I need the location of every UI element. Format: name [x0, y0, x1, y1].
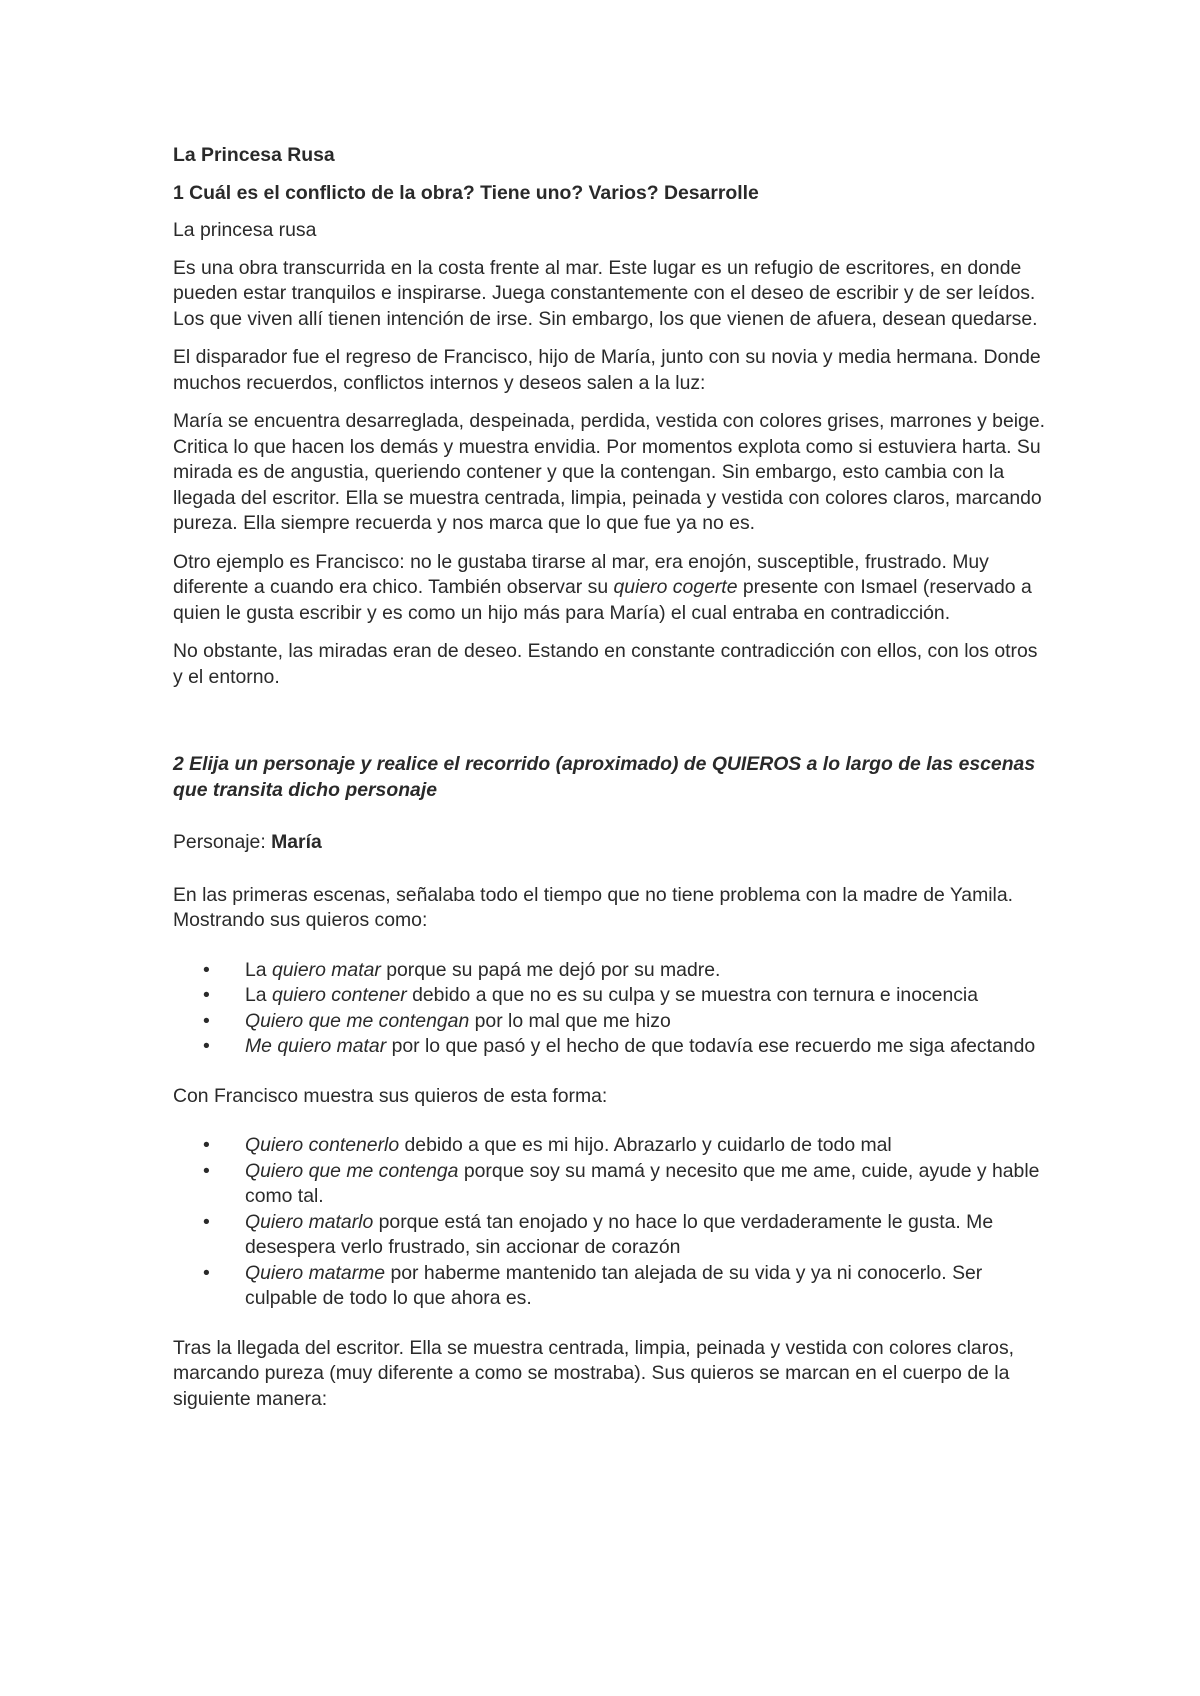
text-run: por lo mal que me hizo	[469, 1009, 671, 1032]
paragraph-final: Tras la llegada del escritor. Ella se muestra centrada, limpia, peinada y vestida con colores claros, marcando pureza (muy diferente a como se mostraba). Sus quieros se marcan en el cuerpo de la siguiente manera:	[173, 1336, 1015, 1410]
emphasis-text: quiero contener	[271, 984, 407, 1006]
emphasis-text: quiero cogerte	[613, 576, 738, 598]
emphasis-text: Quiero matarme	[245, 1261, 386, 1284]
list-item	[245, 1133, 1050, 1159]
paragraph-closing: No obstante, las miradas eran de deseo. Estando en constante contradicción con ellos, con los otros y el entorno.	[173, 640, 1038, 688]
text-run: Otro ejemplo es Francisco: no le gustaba tirarse al mar, era enojón, susceptible, frustrado. Muy diferente a cuando era chico. También observar su	[173, 550, 989, 598]
list-item	[245, 1210, 1050, 1261]
emphasis-text: Quiero que me contengan	[245, 1009, 470, 1032]
emphasis-text: Quiero contenerlo	[245, 1134, 400, 1156]
text-run: La	[245, 984, 272, 1006]
text-run: debido a que no es su culpa y se muestra con ternura e inocencia	[406, 984, 979, 1006]
list-item	[245, 958, 1050, 984]
text-run: porque soy su mamá y necesito que me ame, cuide, ayude y hable como tal.	[245, 1159, 1040, 1207]
text-run: presente con Ismael (reservado a quien le gusta escribir y es como un hijo más para María) el cual entraba en contradicción.	[173, 576, 1032, 624]
character-line	[173, 830, 1050, 856]
list-item	[245, 983, 1050, 1009]
paragraph-francisco-intro: Con Francisco muestra sus quieros de esta forma:	[173, 1084, 608, 1107]
list-item	[245, 1159, 1050, 1210]
text-run: porque está tan enojado y no hace lo que verdaderamente le gusta. Me desespera verlo frustrado, sin accionar de corazón	[245, 1210, 994, 1258]
text-run: debido a que es mi hijo. Abrazarlo y cuidarlo de todo mal	[399, 1134, 892, 1156]
character-label: Personaje:	[173, 831, 272, 853]
section-subtitle: La princesa rusa	[173, 219, 317, 241]
question-1-heading: 1 Cuál es el conflicto de la obra? Tiene uno? Varios? Desarrolle	[173, 181, 759, 204]
text-run: La	[245, 958, 272, 981]
document-title: La Princesa Rusa	[173, 144, 335, 166]
paragraph-francisco	[173, 550, 1050, 627]
emphasis-text: Me quiero matar	[245, 1035, 387, 1057]
paragraph-trigger: El disparador fue el regreso de Francisco, hijo de María, junto con su novia y media hermana. Donde muchos recuerdos, conflictos internos y deseos salen a la luz:	[173, 346, 1041, 394]
list-item	[245, 1261, 1050, 1312]
emphasis-text: Quiero que me contenga	[245, 1159, 459, 1182]
question-2-heading: 2 Elija un personaje y realice el recorrido (aproximado) de QUIEROS a lo largo de las escenas que transita dicho personaje	[173, 753, 1036, 801]
list-item	[245, 1009, 1050, 1035]
paragraph-intro: En las primeras escenas, señalaba todo el tiempo que no tiene problema con la madre de Yamila. Mostrando sus quieros como:	[173, 883, 1014, 931]
paragraph-maria: María se encuentra desarreglada, despeinada, perdida, vestida con colores grises, marrones y beige. Critica lo que hacen los demás y muestra envidia. Por momentos explota como si estuviera harta. Su mirada es de angustia, queriendo contener y que la contengan. Sin embargo, esto cambia con la llegada del escritor. Ella se muestra centrada, limpia, peinada y vestida con colores claros, marcando pureza. Ella siempre recuerda y nos marca que lo que fue ya no es.	[173, 410, 1046, 534]
list-item	[245, 1034, 1050, 1060]
quieros-list-francisco	[173, 1133, 1050, 1312]
quieros-list-yamila	[173, 958, 1050, 1060]
emphasis-text: Quiero matarlo	[245, 1210, 374, 1233]
text-run: por lo que pasó y el hecho de que todavía ese recuerdo me siga afectando	[386, 1035, 1036, 1057]
character-name: María	[271, 831, 322, 853]
emphasis-text: quiero matar	[271, 958, 381, 981]
paragraph-setting: Es una obra transcurrida en la costa frente al mar. Este lugar es un refugio de escritores, en donde pueden estar tranquilos e inspirarse. Juega constantemente con el deseo de escribir y de ser leídos. Los que viven allí tienen intención de irse. Sin embargo, los que vienen de afuera, desean quedarse.	[173, 256, 1038, 330]
text-run: porque su papá me dejó por su madre.	[380, 958, 721, 981]
text-run: por haberme mantenido tan alejada de su vida y ya ni conocerlo. Ser culpable de todo lo que ahora es.	[245, 1261, 983, 1309]
